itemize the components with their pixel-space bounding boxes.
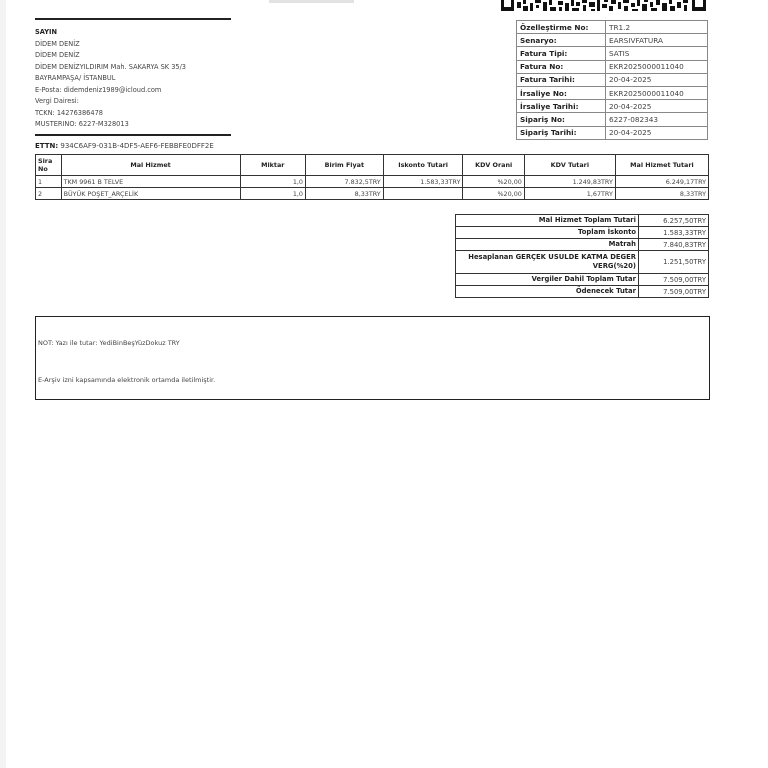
buyer-heading: SAYIN (35, 28, 57, 36)
cell-miktar: 1,0 (240, 188, 305, 200)
buyer-customer-no: MUSTERINO: 6227-M328013 (35, 120, 129, 128)
col-header-iskonto: Iskonto Tutari (383, 155, 463, 176)
buyer-tax-office: Vergi Dairesi: (35, 97, 79, 105)
cell-mal-hizmet-tutari: 6.249,17TRY (615, 176, 708, 188)
totals-row (456, 239, 709, 251)
line-items-table (35, 154, 709, 200)
meta-value: 20-04-2025 (606, 126, 708, 139)
col-header-birim-fiyat: Birim Fiyat (306, 155, 384, 176)
totals-key: Toplam İskonto (456, 227, 639, 239)
totals-row (456, 286, 709, 298)
totals-value: 6.257,50TRY (639, 215, 709, 227)
meta-key: İrsaliye Tarihi: (517, 100, 606, 113)
items-header-row (36, 155, 709, 176)
invoice-meta-table (516, 20, 708, 140)
totals-value: 1.251,50TRY (639, 251, 709, 274)
buyer-top-rule (35, 18, 231, 20)
totals-value: 7.509,00TRY (639, 274, 709, 286)
totals-key: Matrah (456, 239, 639, 251)
meta-key: Senaryo: (517, 34, 606, 47)
meta-key: Fatura No: (517, 60, 606, 73)
col-header-sira: Sira No (36, 155, 62, 176)
cell-mal-hizmet: BÜYÜK POŞET_ARÇELİK (61, 188, 240, 200)
meta-row (517, 73, 708, 86)
meta-value: EARSIVFATURA (606, 34, 708, 47)
meta-row (517, 113, 708, 126)
cell-iskonto (383, 188, 463, 200)
totals-row (456, 274, 709, 286)
meta-value: TR1.2 (606, 21, 708, 34)
col-header-kdv-tutari: KDV Tutari (524, 155, 615, 176)
totals-key: Hesaplanan GERÇEK USULDE KATMA DEGER VERG(%20) (456, 251, 639, 274)
meta-key: Fatura Tarihi: (517, 73, 606, 86)
totals-row (456, 251, 709, 274)
meta-row (517, 47, 708, 60)
totals-key: Mal Hizmet Toplam Tutari (456, 215, 639, 227)
meta-row (517, 126, 708, 139)
cell-kdv-orani: %20,00 (463, 188, 524, 200)
buyer-tckn: TCKN: 14276386478 (35, 108, 103, 117)
ettn-label: ETTN: (35, 142, 59, 150)
buyer-name: DİDEM DENİZ (35, 39, 80, 48)
cell-sira: 1 (36, 176, 62, 188)
cell-iskonto: 1.583,33TRY (383, 176, 463, 188)
totals-value: 1.583,33TRY (639, 227, 709, 239)
cell-birim-fiyat: 7.832,5TRY (306, 176, 384, 188)
buyer-city: BAYRAMPAŞA/ İSTANBUL (35, 74, 116, 82)
buyer-name-secondary: DİDEM DENİZ (35, 51, 80, 59)
meta-row (517, 86, 708, 99)
invoice-page (6, 0, 768, 768)
buyer-bottom-rule (35, 134, 231, 136)
cell-birim-fiyat: 8,33TRY (306, 188, 384, 200)
cell-mal-hizmet: TKM 9961 B TELVE (61, 176, 240, 188)
ettn-value: 934C6AF9-031B-4DF5-AEF6-FEBBFE0DFF2E (60, 142, 214, 150)
buyer-email: E-Posta: didemdeniz1989@icloud.com (35, 85, 162, 94)
totals-row (456, 227, 709, 239)
notes-box (35, 316, 710, 400)
col-header-mal-hizmet: Mal Hizmet (61, 155, 240, 176)
meta-row (517, 21, 708, 34)
ettn-line (35, 142, 214, 150)
col-header-miktar: Miktar (240, 155, 305, 176)
totals-row (456, 215, 709, 227)
meta-key: Sipariş No: (517, 113, 606, 126)
meta-value: 20-04-2025 (606, 73, 708, 86)
totals-key: Ödenecek Tutar (456, 286, 639, 298)
meta-row (517, 100, 708, 113)
col-header-mal-hizmet-tutari: Mal Hizmet Tutari (615, 155, 708, 176)
meta-value: 6227-082343 (606, 113, 708, 126)
cell-sira: 2 (36, 188, 62, 200)
cell-kdv-tutari: 1.249,83TRY (524, 176, 615, 188)
meta-key: İrsaliye No: (517, 86, 606, 99)
meta-value: EKR2025000011040 (606, 86, 708, 99)
totals-table (455, 214, 709, 298)
cell-kdv-orani: %20,00 (463, 176, 524, 188)
totals-value: 7.509,00TRY (639, 286, 709, 298)
meta-key: Sipariş Tarihi: (517, 126, 606, 139)
col-header-kdv-orani: KDV Orani (463, 155, 524, 176)
cell-mal-hizmet-tutari: 8,33TRY (615, 188, 708, 200)
cell-miktar: 1,0 (240, 176, 305, 188)
table-row (36, 188, 709, 200)
buyer-block (35, 27, 186, 131)
buyer-address: DİDEM DENİZYILDIRIM Mah. SAKARYA SK 35/3 (35, 62, 186, 71)
totals-key: Vergiler Dahil Toplam Tutar (456, 274, 639, 286)
meta-row (517, 60, 708, 73)
qr-code-image (501, 0, 706, 12)
meta-value: 20-04-2025 (606, 100, 708, 113)
meta-row (517, 34, 708, 47)
cell-kdv-tutari: 1,67TRY (524, 188, 615, 200)
meta-value: EKR2025000011040 (606, 60, 708, 73)
note-earsiv: E-Arşiv izni kapsamında elektronik ortamda iletilmiştir. (38, 376, 216, 384)
table-row (36, 176, 709, 188)
meta-key: Özelleştirme No: (517, 21, 606, 34)
page-top-edge (269, 0, 354, 3)
note-amount-in-words: NOT: Yazı ile tutar: YediBinBeşYüzDokuz TRY (38, 339, 180, 347)
totals-value: 7.840,83TRY (639, 239, 709, 251)
meta-key: Fatura Tipi: (517, 47, 606, 60)
meta-value: SATIS (606, 47, 708, 60)
